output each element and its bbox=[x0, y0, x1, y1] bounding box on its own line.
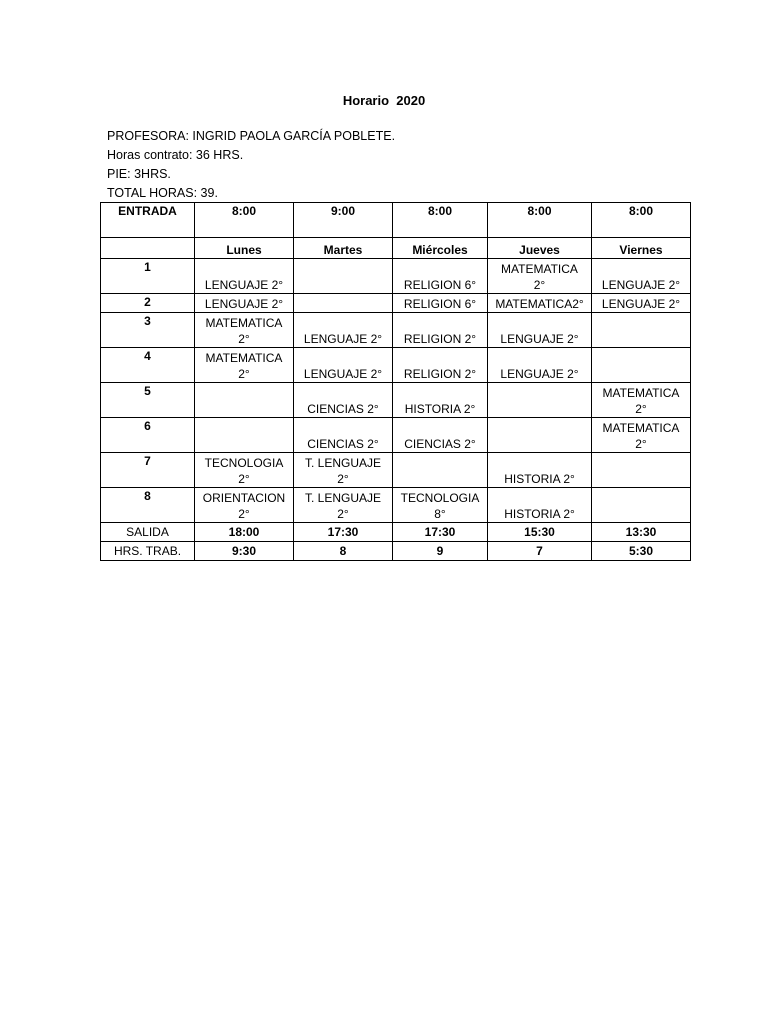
class-cell-lunes bbox=[195, 453, 294, 488]
schedule-table bbox=[100, 202, 691, 561]
class-cell-line: CIENCIAS 2° bbox=[307, 402, 379, 416]
entry-row bbox=[101, 203, 691, 238]
class-cell-lunes bbox=[195, 488, 294, 523]
class-cell-viernes bbox=[592, 348, 691, 383]
class-cell-jueves bbox=[488, 259, 592, 294]
class-cell-line: MATEMATICA bbox=[602, 386, 680, 400]
exit-value-miercoles: 17:30 bbox=[393, 523, 488, 542]
table-row bbox=[101, 383, 691, 418]
class-cell-line: HISTORIA 2° bbox=[504, 507, 575, 521]
class-cell-line: 8° bbox=[434, 507, 446, 521]
class-cell-line: 2° bbox=[635, 402, 647, 416]
class-cell-miercoles bbox=[393, 348, 488, 383]
class-cell-line: 2° bbox=[238, 332, 250, 346]
class-cell-viernes bbox=[592, 383, 691, 418]
class-cell-martes bbox=[294, 313, 393, 348]
class-cell-lunes bbox=[195, 348, 294, 383]
class-cell-line: 2° bbox=[533, 278, 546, 292]
table-row bbox=[101, 259, 691, 294]
class-cell-viernes bbox=[592, 453, 691, 488]
day-miercoles: Miércoles bbox=[393, 238, 488, 259]
table-row bbox=[101, 453, 691, 488]
class-cell-miercoles bbox=[393, 294, 488, 313]
class-cell-line: 2° bbox=[337, 507, 349, 521]
class-cell-martes bbox=[294, 294, 393, 313]
class-cell-line: LENGUAJE 2° bbox=[500, 367, 579, 381]
class-cell-line: LENGUAJE 2° bbox=[204, 297, 284, 311]
class-cell-line: MATEMATICA bbox=[205, 316, 283, 330]
class-cell-jueves bbox=[488, 294, 592, 313]
hours-worked-label: HRS. TRAB. bbox=[101, 542, 195, 561]
class-cell-line: RELIGION 2° bbox=[403, 332, 477, 346]
class-cell-line: 2° bbox=[238, 507, 250, 521]
day-jueves: Jueves bbox=[488, 238, 592, 259]
class-cell-line: RELIGION 6° bbox=[403, 278, 477, 292]
page-title: Horario 2020 bbox=[342, 93, 426, 108]
pie-hours: PIE: 3HRS. bbox=[107, 167, 171, 181]
class-cell-martes bbox=[294, 383, 393, 418]
exit-value-viernes: 13:30 bbox=[592, 523, 691, 542]
teacher-info bbox=[107, 127, 395, 203]
class-cell-line: 2° bbox=[238, 367, 250, 381]
class-cell-viernes bbox=[592, 294, 691, 313]
table-row bbox=[101, 418, 691, 453]
class-cell-line: LENGUAJE 2° bbox=[303, 332, 383, 346]
exit-row bbox=[101, 523, 691, 542]
class-cell-line: MATEMATICA bbox=[205, 351, 283, 365]
entry-time-martes: 9:00 bbox=[294, 203, 393, 238]
class-cell-miercoles bbox=[393, 259, 488, 294]
class-cell-miercoles bbox=[393, 313, 488, 348]
class-cell-line: TECNOLOGIA bbox=[400, 491, 480, 505]
class-cell-line: RELIGION 6° bbox=[403, 297, 477, 311]
table-row bbox=[101, 294, 691, 313]
class-cell-viernes bbox=[592, 259, 691, 294]
class-cell-miercoles bbox=[393, 488, 488, 523]
class-cell-martes bbox=[294, 348, 393, 383]
class-cell-jueves bbox=[488, 313, 592, 348]
days-row bbox=[101, 238, 691, 259]
class-cell-line: MATEMATICA bbox=[602, 421, 680, 435]
exit-value-martes: 17:30 bbox=[294, 523, 393, 542]
class-cell-line: LENGUAJE 2° bbox=[500, 332, 579, 346]
entry-time-miercoles: 8:00 bbox=[393, 203, 488, 238]
entry-time-jueves: 8:00 bbox=[488, 203, 592, 238]
period-number: 8 bbox=[101, 488, 195, 523]
class-cell-line: MATEMATICA2° bbox=[495, 297, 584, 311]
hours-worked-value-viernes: 5:30 bbox=[592, 542, 691, 561]
class-cell-jueves bbox=[488, 348, 592, 383]
class-cell-lunes bbox=[195, 418, 294, 453]
class-cell-lunes bbox=[195, 313, 294, 348]
class-cell-line: 2° bbox=[238, 472, 250, 486]
class-cell-line: MATEMATICA bbox=[501, 262, 578, 276]
class-cell-line: TECNOLOGIA bbox=[204, 456, 284, 470]
exit-value-lunes: 18:00 bbox=[195, 523, 294, 542]
class-cell-miercoles bbox=[393, 418, 488, 453]
table-row bbox=[101, 488, 691, 523]
class-cell-line: 2° bbox=[337, 472, 349, 486]
class-cell-jueves bbox=[488, 418, 592, 453]
class-cell-martes bbox=[294, 488, 393, 523]
period-number: 1 bbox=[101, 259, 195, 294]
class-cell-jueves bbox=[488, 383, 592, 418]
exit-label: SALIDA bbox=[101, 523, 195, 542]
class-cell-line: T. LENGUAJE bbox=[304, 491, 382, 505]
class-cell-miercoles bbox=[393, 383, 488, 418]
period-number: 4 bbox=[101, 348, 195, 383]
exit-value-jueves: 15:30 bbox=[488, 523, 592, 542]
class-cell-martes bbox=[294, 418, 393, 453]
class-cell-jueves bbox=[488, 488, 592, 523]
class-cell-line: HISTORIA 2° bbox=[404, 402, 476, 416]
class-cell-line: T. LENGUAJE bbox=[304, 456, 382, 470]
class-cell-line: LENGUAJE 2° bbox=[303, 367, 383, 381]
period-number: 2 bbox=[101, 294, 195, 313]
hours-worked-value-miercoles: 9 bbox=[393, 542, 488, 561]
class-cell-martes bbox=[294, 453, 393, 488]
day-lunes: Lunes bbox=[195, 238, 294, 259]
class-cell-line: CIENCIAS 2° bbox=[307, 437, 379, 451]
period-number: 3 bbox=[101, 313, 195, 348]
hours-worked-value-jueves: 7 bbox=[488, 542, 592, 561]
class-cell-line: LENGUAJE 2° bbox=[601, 297, 681, 311]
teacher-name: PROFESORA: INGRID PAOLA GARCÍA POBLETE. bbox=[107, 129, 396, 143]
entry-label: ENTRADA bbox=[101, 203, 195, 238]
class-cell-lunes bbox=[195, 259, 294, 294]
class-cell-viernes bbox=[592, 313, 691, 348]
period-number: 7 bbox=[101, 453, 195, 488]
class-cell-line: RELIGION 2° bbox=[403, 367, 477, 381]
entry-time-viernes: 8:00 bbox=[592, 203, 691, 238]
table-row bbox=[101, 313, 691, 348]
entry-time-lunes: 8:00 bbox=[195, 203, 294, 238]
period-number: 5 bbox=[101, 383, 195, 418]
class-cell-line: ORIENTACION bbox=[202, 491, 286, 505]
class-cell-jueves bbox=[488, 453, 592, 488]
hours-worked-value-lunes: 9:30 bbox=[195, 542, 294, 561]
class-cell-line: 2° bbox=[635, 437, 647, 451]
hours-worked-row bbox=[101, 542, 691, 561]
contract-hours: Horas contrato: 36 HRS. bbox=[107, 148, 244, 162]
class-cell-martes bbox=[294, 259, 393, 294]
class-cell-viernes bbox=[592, 488, 691, 523]
class-cell-lunes bbox=[195, 294, 294, 313]
total-hours: TOTAL HORAS: 39. bbox=[107, 186, 218, 200]
class-cell-line: CIENCIAS 2° bbox=[404, 437, 476, 451]
class-cell-viernes bbox=[592, 418, 691, 453]
class-cell-lunes bbox=[195, 383, 294, 418]
table-row bbox=[101, 348, 691, 383]
class-cell-miercoles bbox=[393, 453, 488, 488]
days-corner-cell bbox=[101, 238, 195, 259]
day-viernes: Viernes bbox=[592, 238, 691, 259]
hours-worked-value-martes: 8 bbox=[294, 542, 393, 561]
class-cell-line: LENGUAJE 2° bbox=[601, 278, 681, 292]
class-cell-line: HISTORIA 2° bbox=[504, 472, 575, 486]
period-number: 6 bbox=[101, 418, 195, 453]
day-martes: Martes bbox=[294, 238, 393, 259]
class-cell-line: LENGUAJE 2° bbox=[204, 278, 284, 292]
